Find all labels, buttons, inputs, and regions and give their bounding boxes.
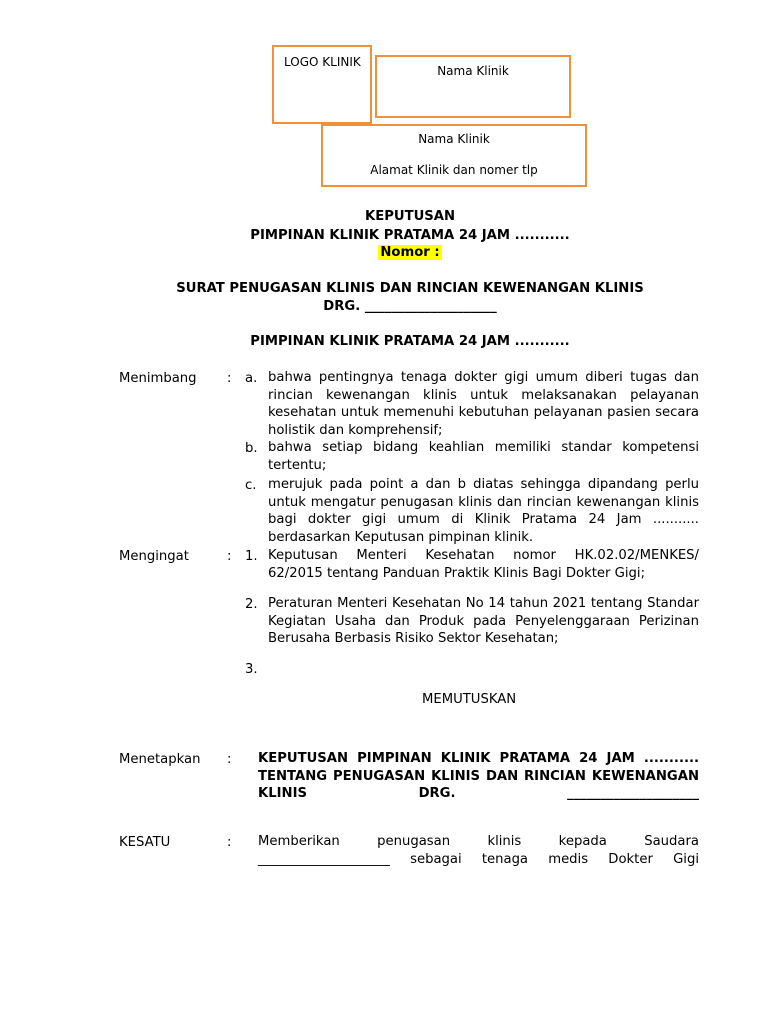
menimbang-label: Menimbang xyxy=(119,371,197,386)
title-issuer-2: PIMPINAN KLINIK PRATAMA 24 JAM ........... xyxy=(250,334,570,349)
clinic-name-label: Nama Klinik xyxy=(437,64,509,78)
mengingat-label: Mengingat xyxy=(119,549,189,564)
clinic-name-text: Nama Klinik xyxy=(418,132,490,146)
title-subject: SURAT PENUGASAN KLINIS DAN RINCIAN KEWENANGAN KLINIS xyxy=(176,281,644,296)
menetapkan-text: KEPUTUSAN PIMPINAN KLINIK PRATAMA 24 JAM ........... TENTANG PENUGASAN KLINIS DAN RINCIAN KEWENANGAN KLINIS DRG. ____________________ xyxy=(258,751,699,801)
logo-placeholder xyxy=(272,45,372,124)
clinic-address-text: Alamat Klinik dan nomer tlp xyxy=(370,163,538,177)
memutuskan-heading: MEMUTUSKAN xyxy=(422,692,517,707)
menetapkan-label: Menetapkan xyxy=(119,752,201,767)
clinic-address-box xyxy=(321,124,587,187)
title-subject-drg: DRG. ____________________ xyxy=(323,299,497,314)
mengingat-marker-3: 3. xyxy=(245,662,258,677)
menimbang-marker-a: a. xyxy=(245,371,258,386)
title-nomor-row xyxy=(0,245,768,260)
mengingat-colon: : xyxy=(227,549,232,564)
mengingat-item-2: Peraturan Menteri Kesehatan No 14 tahun 2021 tentang Standar Kegiatan Usaha dan Produk pada Penyelenggaraan Perizinan Berusaha Berbasis Risiko Sektor Kesehatan; xyxy=(268,596,699,646)
menimbang-item-c: merujuk pada point a dan b diatas sehingga dipandang perlu untuk mengatur penugasan klinis dan rincian kewenangan klinis bagi dokter gigi umum di Klinik Pratama 24 Jam ........... berdasarkan Keputusan pimpinan klinik. xyxy=(268,477,699,545)
title-nomor: Nomor : xyxy=(380,245,440,260)
menimbang-item-a: bahwa pentingnya tenaga dokter gigi umum diberi tugas dan rincian kewenangan klinis untuk melaksanakan pelayanan kesehatan untuk memenuhi kebutuhan pelayanan pasien secara holistik dan komprehensif; xyxy=(268,370,699,438)
mengingat-marker-2: 2. xyxy=(245,597,258,612)
menimbang-colon: : xyxy=(227,371,232,386)
title-issuer: PIMPINAN KLINIK PRATAMA 24 JAM ........... xyxy=(250,228,570,243)
menetapkan-colon: : xyxy=(227,752,232,767)
menimbang-marker-c: c. xyxy=(245,478,257,493)
menimbang-item-b: bahwa setiap bidang keahlian memiliki standar kompetensi tertentu; xyxy=(268,440,699,473)
clinic-name-box xyxy=(375,55,571,118)
title-keputusan: KEPUTUSAN xyxy=(364,209,456,224)
kesatu-text: Memberikan penugasan klinis kepada Saudara ____________________ sebagai tenaga medis Dokter Gigi xyxy=(258,834,699,867)
menimbang-marker-b: b. xyxy=(245,441,258,456)
mengingat-item-1: Keputusan Menteri Kesehatan nomor HK.02.02/MENKES/ 62/2015 tentang Panduan Praktik Klinis Bagi Dokter Gigi; xyxy=(268,548,699,581)
logo-label: LOGO KLINIK xyxy=(284,55,361,69)
kesatu-colon: : xyxy=(227,835,232,850)
mengingat-marker-1: 1. xyxy=(245,549,258,564)
kesatu-label: KESATU xyxy=(119,835,171,850)
